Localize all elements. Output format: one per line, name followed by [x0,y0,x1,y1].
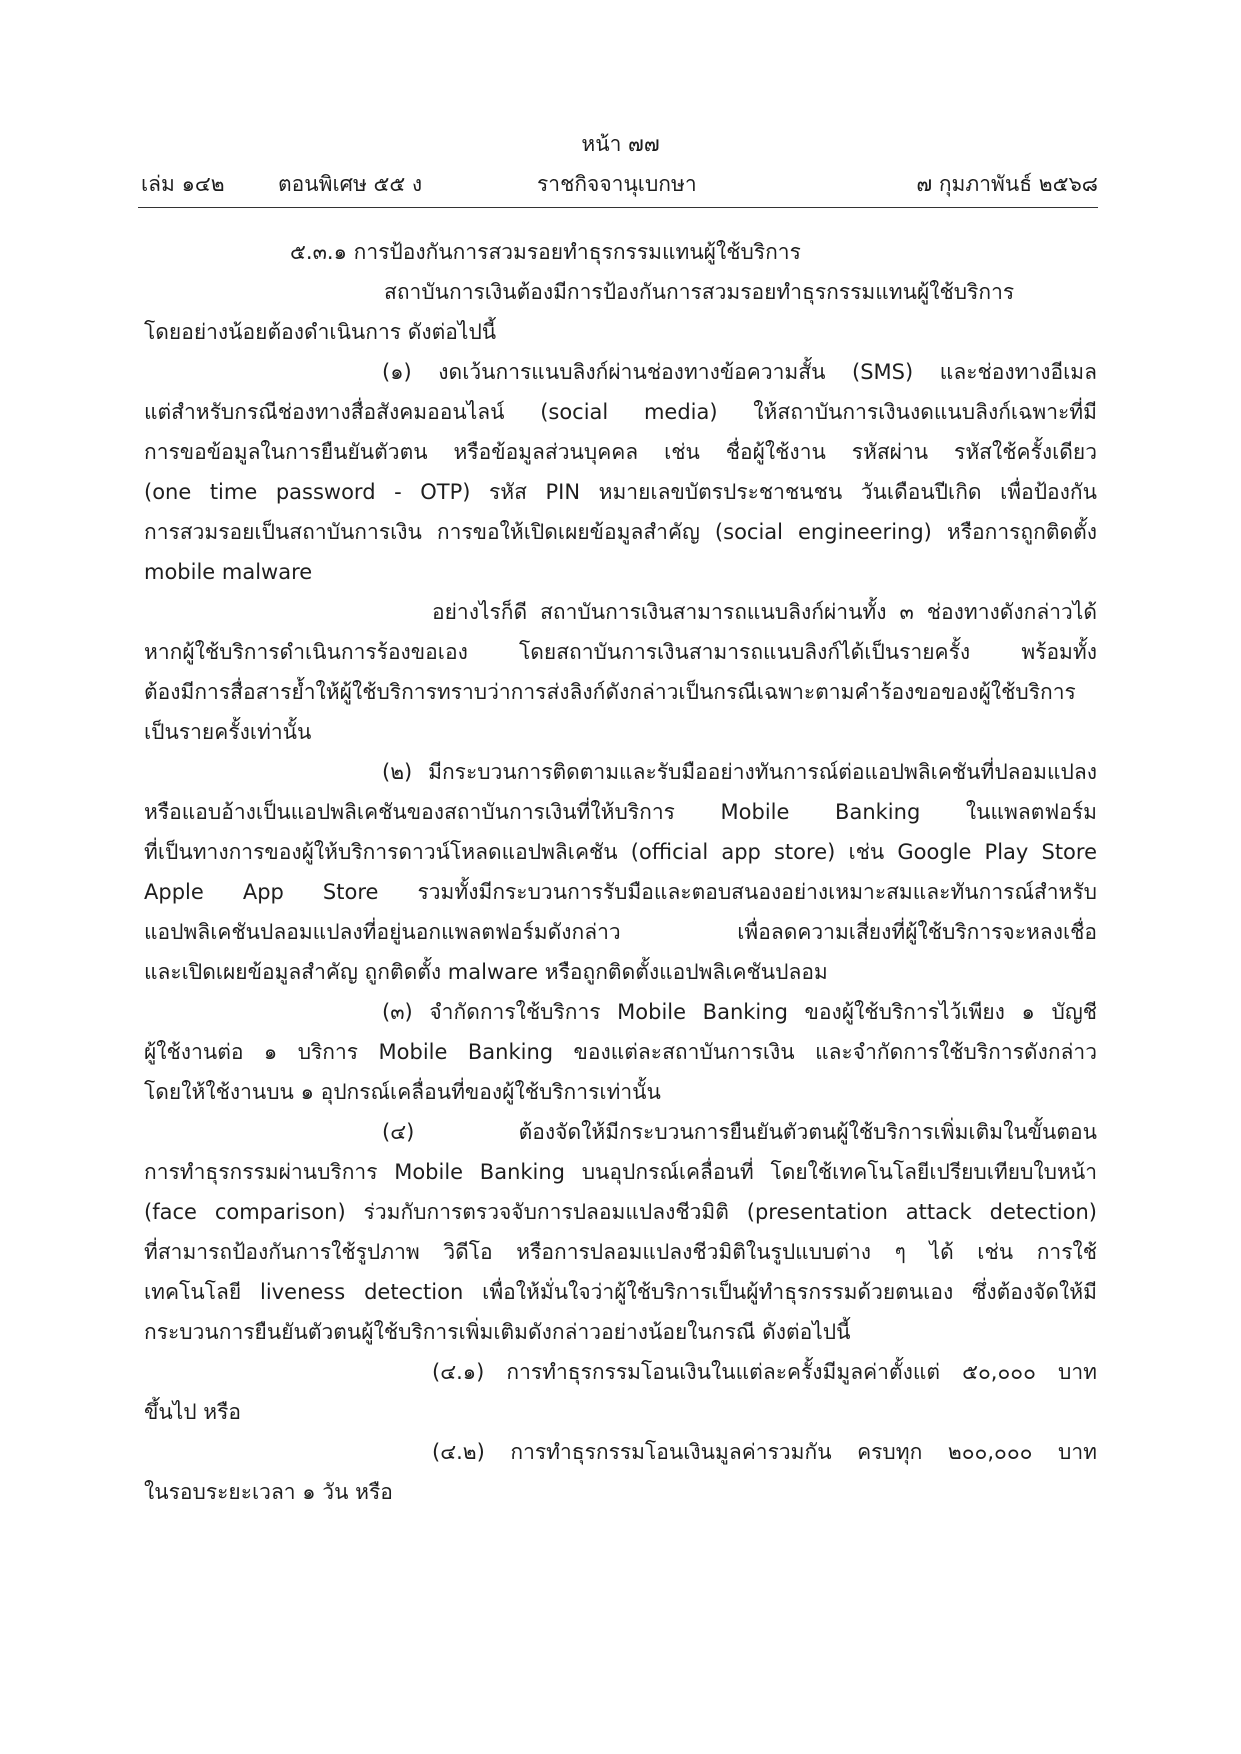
text-line: ที่เป็นทางการของผู้ให้บริการดาวน์โหลดแอปพลิเคชัน (official app store) เช่น Google Play Store [144,840,1097,864]
issue-number: ตอนพิเศษ ๕๕ ง [278,172,423,196]
text-line: การขอข้อมูลในการยืนยันตัวตน หรือข้อมูลส่วนบุคคล เช่น ชื่อผู้ใช้งาน รหัสผ่าน รหัสใช้ครั้งเดียว [144,440,1097,464]
text-line: ต้องมีการสื่อสารย้ำให้ผู้ใช้บริการทราบว่าการส่งลิงก์ดังกล่าวเป็นกรณีเฉพาะตามคำร้องขอของผู้ใช้บริการ [144,680,1076,704]
text-line: การสวมรอยเป็นสถาบันการเงิน การขอให้เปิดเผยข้อมูลสำคัญ (social engineering) หรือการถูกติดตั้ง [144,520,1097,544]
text-line: แต่สำหรับกรณีช่องทางสื่อสังคมออนไลน์ (social media) ให้สถาบันการเงินงดแนบลิงก์เฉพาะที่มี [144,400,1097,424]
text-line: หรือแอบอ้างเป็นแอปพลิเคชันของสถาบันการเงินที่ให้บริการ Mobile Banking ในแพลตฟอร์ม [144,800,1097,824]
text-line: mobile malware [144,560,313,584]
text-line: โดยอย่างน้อยต้องดำเนินการ ดังต่อไปนี้ [144,320,497,344]
page-number: หน้า ๗๗ [581,132,660,156]
text-line: เป็นรายครั้งเท่านั้น [144,720,312,744]
text-line: ขึ้นไป หรือ [144,1400,242,1424]
text-line: หากผู้ใช้บริการดำเนินการร้องขอเอง โดยสถาบันการเงินสามารถแนบลิงก์ได้เป็นรายครั้ง พร้อมทั้ง [144,640,1097,664]
text-line: (face comparison) ร่วมกับการตรวจจับการปลอมแปลงชีวมิติ (presentation attack detection) [144,1200,1097,1224]
text-line: กระบวนการยืนยันตัวตนผู้ใช้บริการเพิ่มเติมดังกล่าวอย่างน้อยในกรณี ดังต่อไปนี้ [144,1320,851,1344]
sub-item-4-1: (๔.๑) การทำธุรกรรมโอนเงินในแต่ละครั้งมีมูลค่าตั้งแต่ ๕๐,๐๐๐ บาท [432,1360,1097,1384]
paragraph-however: อย่างไรก็ดี สถาบันการเงินสามารถแนบลิงก์ผ่านทั้ง ๓ ช่องทางดังกล่าวได้ [432,600,1097,624]
text-line: และเปิดเผยข้อมูลสำคัญ ถูกติดตั้ง malware หรือถูกติดตั้งแอปพลิเคชันปลอม [144,960,828,984]
list-item-2: (๒) มีกระบวนการติดตามและรับมืออย่างทันการณ์ต่อแอปพลิเคชันที่ปลอมแปลง [382,760,1097,784]
gazette-name: ราชกิจจานุเบกษา [537,172,697,196]
header-divider [138,207,1098,208]
text-line: เทคโนโลยี liveness detection เพื่อให้มั่นใจว่าผู้ใช้บริการเป็นผู้ทำธุรกรรมด้วยตนเอง ซึ่งต้องจัดให้มี [144,1280,1097,1304]
text-line: โดยให้ใช้งานบน ๑ อุปกรณ์เคลื่อนที่ของผู้ใช้บริการเท่านั้น [144,1080,661,1104]
list-item-3: (๓) จำกัดการใช้บริการ Mobile Banking ของผู้ใช้บริการไว้เพียง ๑ บัญชี [382,1000,1097,1024]
list-item-1: (๑) งดเว้นการแนบลิงก์ผ่านช่องทางข้อความสั้น (SMS) และช่องทางอีเมล [382,360,1097,384]
list-item-4: (๔) ต้องจัดให้มีกระบวนการยืนยันตัวตนผู้ใช้บริการเพิ่มเติมในขั้นตอน [382,1120,1097,1144]
text-line: Apple App Store รวมทั้งมีกระบวนการรับมือและตอบสนองอย่างเหมาะสมและทันการณ์สำหรับ [144,880,1097,904]
sub-item-4-2: (๔.๒) การทำธุรกรรมโอนเงินมูลค่ารวมกัน ครบทุก ๒๐๐,๐๐๐ บาท [432,1440,1097,1464]
section-heading: ๕.๓.๑ การป้องกันการสวมรอยทำธุรกรรมแทนผู้ใช้บริการ [290,240,801,264]
volume-number: เล่ม ๑๔๒ [141,172,225,196]
text-line: ที่สามารถป้องกันการใช้รูปภาพ วิดีโอ หรือการปลอมแปลงชีวมิติในรูปแบบต่าง ๆ ได้ เช่น การใช้ [144,1240,1097,1264]
publication-date: ๗ กุมภาพันธ์ ๒๕๖๘ [916,172,1098,196]
text-line: สถาบันการเงินต้องมีการป้องกันการสวมรอยทำธุรกรรมแทนผู้ใช้บริการ [384,280,1015,304]
text-line: ผู้ใช้งานต่อ ๑ บริการ Mobile Banking ของแต่ละสถาบันการเงิน และจำกัดการใช้บริการดังกล่าว [144,1040,1097,1064]
text-line: การทำธุรกรรมผ่านบริการ Mobile Banking บนอุปกรณ์เคลื่อนที่ โดยใช้เทคโนโลยีเปรียบเทียบใบหน้า [144,1160,1097,1184]
text-line: (one time password - OTP) รหัส PIN หมายเลขบัตรประชาชนชน วันเดือนปีเกิด เพื่อป้องกัน [144,480,1097,504]
gazette-header [0,170,1241,200]
text-line: ในรอบระยะเวลา ๑ วัน หรือ [144,1480,393,1504]
text-line: แอปพลิเคชันปลอมแปลงที่อยู่นอกแพลตฟอร์มดังกล่าว เพื่อลดความเสี่ยงที่ผู้ใช้บริการจะหลงเชื่อ [144,920,1097,944]
